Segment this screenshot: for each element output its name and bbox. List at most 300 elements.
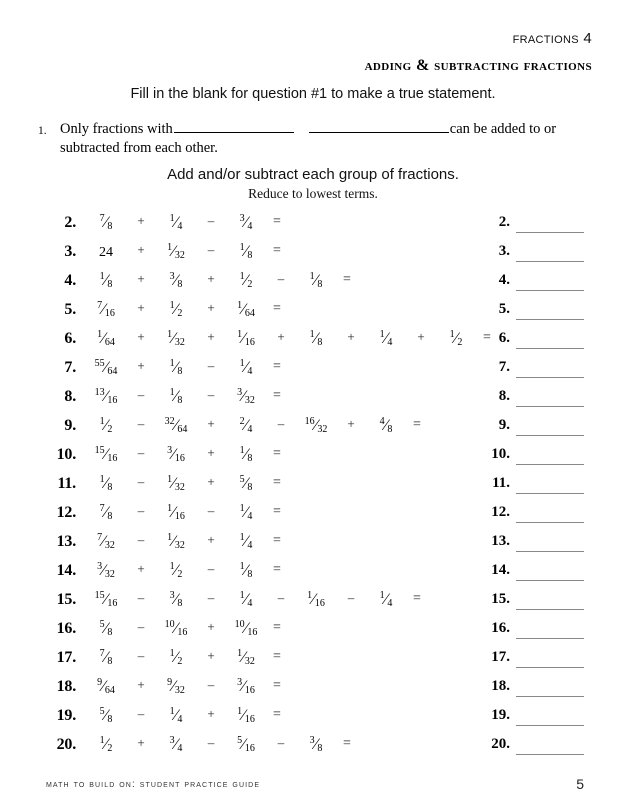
- fraction-term: [86, 387, 126, 406]
- fraction-denominator: 64: [104, 337, 115, 348]
- plus-operator: +: [207, 474, 215, 489]
- answer-row: [476, 530, 616, 559]
- fraction: [100, 706, 113, 725]
- add-subtract-instruction: Add and/or subtract each group of fractions.: [167, 166, 459, 183]
- fraction-denominator: 4: [247, 540, 253, 551]
- fraction-term: [156, 706, 196, 725]
- question-1-blank-1[interactable]: [174, 120, 294, 133]
- fraction-solidus: ⁄: [244, 417, 248, 434]
- problem-number: 11.: [57, 475, 76, 492]
- fraction-denominator: 2: [457, 337, 463, 348]
- fraction-numerator: 1: [167, 503, 173, 514]
- fraction-term: [296, 416, 336, 435]
- fraction-solidus: ⁄: [102, 678, 105, 695]
- fraction: [167, 445, 185, 464]
- minus-operator: –: [137, 619, 145, 634]
- equals-operator: =: [483, 330, 491, 345]
- fraction-denominator: 4: [387, 337, 393, 348]
- fraction-denominator: 16: [314, 598, 325, 609]
- fraction-solidus: ⁄: [174, 649, 178, 666]
- minus-operator: –: [207, 213, 215, 228]
- answer-blank[interactable]: [516, 725, 584, 726]
- fraction-denominator: 8: [107, 627, 113, 638]
- fraction-solidus: ⁄: [242, 678, 245, 695]
- problem-expression: [86, 242, 288, 261]
- fraction-term: [156, 358, 196, 377]
- fraction-term: [436, 329, 476, 348]
- fraction-numerator: 1: [379, 329, 385, 340]
- equals-operator: =: [273, 388, 281, 403]
- fraction-term: [226, 619, 266, 638]
- fraction: [235, 619, 258, 638]
- answer-blank[interactable]: [516, 348, 584, 349]
- problem-number: 3.: [64, 243, 76, 260]
- fraction-denominator: 2: [107, 424, 113, 435]
- problem-row: [0, 675, 470, 704]
- problem-number: 2.: [64, 214, 76, 231]
- fraction: [240, 213, 253, 232]
- fraction-solidus: ⁄: [172, 330, 175, 347]
- fraction-denominator: 8: [317, 337, 323, 348]
- fraction-denominator: 4: [247, 511, 253, 522]
- fraction-denominator: 8: [317, 743, 323, 754]
- minus-operator: –: [137, 387, 145, 402]
- fraction-numerator: 1: [239, 242, 245, 253]
- plus-operator: +: [137, 735, 145, 750]
- fraction-numerator: 3: [239, 213, 245, 224]
- fraction-denominator: 8: [177, 395, 183, 406]
- answer-number: 17.: [491, 649, 510, 665]
- answer-blank[interactable]: [516, 464, 584, 465]
- plus-operator: +: [137, 213, 145, 228]
- fraction-denominator: 16: [244, 743, 255, 754]
- fraction-solidus: ⁄: [104, 620, 108, 637]
- plus-operator: +: [137, 300, 145, 315]
- plus-operator: +: [417, 329, 425, 344]
- fraction-solidus: ⁄: [174, 272, 178, 289]
- fraction-solidus: ⁄: [242, 707, 245, 724]
- fraction-solidus: ⁄: [104, 214, 108, 231]
- equals-operator: =: [273, 649, 281, 664]
- answer-row: [476, 617, 616, 646]
- answer-blank[interactable]: [516, 551, 584, 552]
- minus-operator: –: [207, 358, 215, 373]
- answer-blank[interactable]: [516, 667, 584, 668]
- problem-number: 19.: [56, 707, 76, 724]
- fraction-numerator: 16: [304, 416, 315, 427]
- problem-number: 17.: [56, 649, 76, 666]
- answer-blank-column: [476, 211, 616, 762]
- answer-row: [476, 269, 616, 298]
- fraction: [100, 735, 113, 754]
- fraction: [450, 329, 463, 348]
- fraction-solidus: ⁄: [104, 736, 108, 753]
- fraction: [240, 532, 253, 551]
- fraction: [237, 387, 255, 406]
- fraction-solidus: ⁄: [102, 533, 105, 550]
- fraction-numerator: 1: [239, 532, 245, 543]
- equals-operator: =: [343, 736, 351, 751]
- fraction-denominator: 2: [177, 656, 183, 667]
- fraction-numerator: 7: [99, 648, 105, 659]
- fraction: [95, 590, 118, 609]
- equals-operator: =: [343, 272, 351, 287]
- fraction-solidus: ⁄: [384, 591, 388, 608]
- fraction-term: [86, 300, 126, 319]
- equals-operator: =: [273, 707, 281, 722]
- problem-row: [0, 559, 470, 588]
- answer-number: 6.: [498, 330, 510, 346]
- fraction-term: [156, 445, 196, 464]
- question-1-body: [60, 120, 598, 158]
- fraction-numerator: 5: [237, 735, 243, 746]
- whole-number: 24: [99, 245, 113, 260]
- fraction-term: [226, 300, 266, 319]
- answer-blank[interactable]: [516, 638, 584, 639]
- problem-row: [0, 472, 470, 501]
- problem-expression: [86, 474, 288, 493]
- fraction: [310, 271, 323, 290]
- fraction-numerator: 3: [169, 735, 175, 746]
- equals-operator: =: [273, 214, 281, 229]
- fraction-denominator: 2: [177, 308, 183, 319]
- fraction-denominator: 32: [174, 337, 185, 348]
- fraction: [167, 503, 185, 522]
- fraction-numerator: 1: [237, 329, 243, 340]
- plus-operator: +: [207, 271, 215, 286]
- fraction: [240, 271, 253, 290]
- fraction-denominator: 32: [174, 250, 185, 261]
- fraction-term: [86, 213, 126, 232]
- answer-blank[interactable]: [516, 261, 584, 262]
- fraction-solidus: ⁄: [174, 359, 178, 376]
- problem-row: [0, 617, 470, 646]
- fraction: [240, 590, 253, 609]
- answer-row: [476, 646, 616, 675]
- fraction-numerator: 1: [237, 648, 243, 659]
- fraction-solidus: ⁄: [104, 359, 108, 376]
- fraction-term: [156, 474, 196, 493]
- fraction-denominator: 16: [247, 627, 258, 638]
- fraction-denominator: 64: [104, 685, 115, 696]
- fraction-denominator: 16: [174, 453, 185, 464]
- answer-blank[interactable]: [516, 754, 584, 755]
- fraction: [95, 387, 118, 406]
- fraction-denominator: 8: [177, 279, 183, 290]
- fraction-numerator: 9: [97, 677, 103, 688]
- fraction: [170, 387, 183, 406]
- minus-operator: –: [277, 735, 285, 750]
- fraction: [170, 300, 183, 319]
- problem-row: [0, 240, 470, 269]
- fraction-numerator: 1: [379, 590, 385, 601]
- fraction: [100, 474, 113, 493]
- fraction-denominator: 32: [317, 424, 328, 435]
- answer-blank[interactable]: [516, 232, 584, 233]
- answer-row: [476, 385, 616, 414]
- fraction: [240, 416, 253, 435]
- fraction-term: [86, 445, 126, 464]
- fraction-numerator: 1: [169, 358, 175, 369]
- fraction-solidus: ⁄: [244, 214, 248, 231]
- fraction-denominator: 8: [247, 569, 253, 580]
- fraction-solidus: ⁄: [242, 301, 245, 318]
- fraction-numerator: 10: [234, 619, 245, 630]
- answer-row: [476, 733, 616, 762]
- answer-row: [476, 588, 616, 617]
- problem-row: [0, 530, 470, 559]
- fraction-denominator: 8: [107, 511, 113, 522]
- problem-row: [0, 588, 470, 617]
- problem-expression: [86, 532, 288, 551]
- fraction-numerator: 3: [167, 445, 173, 456]
- fraction-denominator: 8: [107, 279, 113, 290]
- fraction-term: [156, 242, 196, 261]
- section-label: fractions 4: [512, 30, 592, 47]
- problem-row: [0, 414, 470, 443]
- fraction-numerator: 15: [94, 445, 105, 456]
- fraction-solidus: ⁄: [174, 562, 178, 579]
- problem-number: 7.: [64, 359, 76, 376]
- fraction-denominator: 16: [104, 308, 115, 319]
- answer-row: [476, 240, 616, 269]
- fraction-numerator: 1: [167, 474, 173, 485]
- fraction: [165, 416, 188, 435]
- equals-operator: =: [273, 562, 281, 577]
- fraction-denominator: 64: [177, 424, 188, 435]
- fraction-term: [86, 590, 126, 609]
- fraction-term: [156, 735, 196, 754]
- fraction-denominator: 4: [247, 221, 253, 232]
- answer-row: [476, 211, 616, 240]
- fraction-numerator: 3: [169, 271, 175, 282]
- plus-operator: +: [207, 648, 215, 663]
- fraction-denominator: 4: [387, 598, 393, 609]
- answer-number: 5.: [498, 301, 510, 317]
- minus-operator: –: [137, 532, 145, 547]
- minus-operator: –: [207, 561, 215, 576]
- problem-number: 16.: [56, 620, 76, 637]
- fraction-numerator: 1: [169, 213, 175, 224]
- problem-number: 18.: [56, 678, 76, 695]
- fraction-solidus: ⁄: [384, 417, 388, 434]
- fraction-denominator: 4: [247, 424, 253, 435]
- reduce-instruction: Reduce to lowest terms.: [248, 186, 378, 201]
- fraction-denominator: 8: [247, 250, 253, 261]
- fraction-denominator: 4: [177, 221, 183, 232]
- fraction-numerator: 5: [239, 474, 245, 485]
- fraction-denominator: 16: [244, 337, 255, 348]
- equals-operator: =: [273, 620, 281, 635]
- fraction-solidus: ⁄: [172, 446, 175, 463]
- plus-operator: +: [347, 416, 355, 431]
- fraction-denominator: 8: [107, 656, 113, 667]
- answer-row: [476, 501, 616, 530]
- fraction-denominator: 4: [247, 366, 253, 377]
- fraction-numerator: 1: [309, 271, 315, 282]
- answer-blank[interactable]: [516, 290, 584, 291]
- minus-operator: –: [137, 590, 145, 605]
- answer-blank[interactable]: [516, 319, 584, 320]
- problem-number: 20.: [56, 736, 76, 753]
- plus-operator: +: [207, 300, 215, 315]
- fraction-numerator: 55: [94, 358, 105, 369]
- fraction-denominator: 32: [104, 569, 115, 580]
- fraction-numerator: 7: [97, 532, 103, 543]
- fraction-denominator: 64: [107, 366, 118, 377]
- fraction-solidus: ⁄: [174, 417, 178, 434]
- fraction-term: [226, 561, 266, 580]
- plus-operator: +: [277, 329, 285, 344]
- fraction-numerator: 7: [99, 213, 105, 224]
- answer-blank[interactable]: [516, 493, 584, 494]
- fraction: [100, 213, 113, 232]
- answer-row: [476, 559, 616, 588]
- problem-row: [0, 298, 470, 327]
- answer-blank[interactable]: [516, 696, 584, 697]
- fraction-solidus: ⁄: [104, 707, 108, 724]
- fraction-term: [156, 416, 196, 435]
- fraction-solidus: ⁄: [172, 504, 175, 521]
- fraction-denominator: 4: [177, 714, 183, 725]
- fraction: [240, 358, 253, 377]
- fraction-numerator: 4: [379, 416, 385, 427]
- fraction: [240, 474, 253, 493]
- fraction-numerator: 1: [167, 329, 173, 340]
- fraction-numerator: 3: [97, 561, 103, 572]
- problem-row: [0, 501, 470, 530]
- equals-operator: =: [273, 359, 281, 374]
- fraction-solidus: ⁄: [314, 330, 318, 347]
- problem-expression: [86, 358, 288, 377]
- problem-expression: [86, 677, 288, 696]
- answer-number: 3.: [498, 243, 510, 259]
- fraction-term: [86, 706, 126, 725]
- fraction: [97, 561, 115, 580]
- problem-number: 4.: [64, 272, 76, 289]
- fraction-denominator: 32: [174, 540, 185, 551]
- fraction-denominator: 8: [107, 482, 113, 493]
- fraction-solidus: ⁄: [172, 678, 175, 695]
- plus-operator: +: [207, 445, 215, 460]
- plus-operator: +: [137, 677, 145, 692]
- problem-expression: [86, 213, 288, 232]
- fraction-numerator: 3: [309, 735, 315, 746]
- problem-expression: [86, 706, 288, 725]
- fraction-solidus: ⁄: [104, 417, 108, 434]
- fraction-term: [86, 416, 126, 435]
- answer-row: [476, 443, 616, 472]
- fraction-denominator: 8: [387, 424, 393, 435]
- problem-row: [0, 269, 470, 298]
- fraction-denominator: 16: [244, 714, 255, 725]
- answer-row: [476, 704, 616, 733]
- answer-blank[interactable]: [516, 522, 584, 523]
- answer-blank[interactable]: [516, 406, 584, 407]
- fraction-numerator: 9: [167, 677, 173, 688]
- fraction: [380, 416, 393, 435]
- fraction: [100, 503, 113, 522]
- question-1-text-before: Only fractions with: [60, 121, 173, 137]
- answer-blank[interactable]: [516, 580, 584, 581]
- page-title: adding & subtracting fractions: [364, 57, 592, 74]
- fraction-numerator: 3: [169, 590, 175, 601]
- fraction-solidus: ⁄: [174, 591, 178, 608]
- fraction-numerator: 1: [169, 561, 175, 572]
- fraction-term: [296, 590, 336, 609]
- fraction-solidus: ⁄: [102, 301, 105, 318]
- fraction-numerator: 5: [99, 619, 105, 630]
- answer-number: 19.: [491, 707, 510, 723]
- fraction-solidus: ⁄: [174, 620, 178, 637]
- fraction-term: [156, 677, 196, 696]
- fraction-term: [226, 677, 266, 696]
- answer-number: 4.: [498, 272, 510, 288]
- answer-row: [476, 356, 616, 385]
- plus-operator: +: [137, 329, 145, 344]
- fraction: [170, 561, 183, 580]
- fraction: [237, 300, 255, 319]
- fraction-solidus: ⁄: [104, 504, 108, 521]
- equals-operator: =: [273, 301, 281, 316]
- fraction: [170, 735, 183, 754]
- answer-row: [476, 327, 616, 356]
- answer-blank[interactable]: [516, 377, 584, 378]
- fraction-solidus: ⁄: [104, 591, 108, 608]
- fraction-term: [226, 474, 266, 493]
- answer-blank[interactable]: [516, 435, 584, 436]
- question-1-blank-2[interactable]: [309, 120, 449, 133]
- fraction-term: [226, 271, 266, 290]
- fraction-denominator: 32: [244, 395, 255, 406]
- fraction-denominator: 8: [177, 366, 183, 377]
- fraction: [100, 416, 113, 435]
- fraction: [167, 329, 185, 348]
- minus-operator: –: [137, 445, 145, 460]
- fraction-numerator: 32: [164, 416, 175, 427]
- fraction-term: [226, 445, 266, 464]
- answer-number: 20.: [491, 736, 510, 752]
- fraction-denominator: 16: [107, 453, 118, 464]
- fraction-term: [156, 271, 196, 290]
- fraction-numerator: 1: [99, 271, 105, 282]
- fraction: [380, 329, 393, 348]
- fraction: [305, 416, 328, 435]
- problem-expression: [86, 503, 288, 522]
- answer-number: 8.: [498, 388, 510, 404]
- fraction-numerator: 1: [169, 300, 175, 311]
- fraction: [170, 213, 183, 232]
- fraction-denominator: 16: [174, 511, 185, 522]
- question-1-text-line-2: subtracted from each other.: [60, 140, 218, 156]
- fraction: [97, 532, 115, 551]
- fraction-solidus: ⁄: [174, 301, 178, 318]
- fraction-term: [156, 503, 196, 522]
- fraction-solidus: ⁄: [244, 562, 248, 579]
- fraction-numerator: 5: [99, 706, 105, 717]
- fraction-solidus: ⁄: [454, 330, 458, 347]
- minus-operator: –: [137, 503, 145, 518]
- fraction: [170, 358, 183, 377]
- answer-number: 10.: [491, 446, 510, 462]
- fraction-solidus: ⁄: [244, 475, 248, 492]
- equals-operator: =: [413, 417, 421, 432]
- problem-number: 15.: [56, 591, 76, 608]
- fraction-denominator: 8: [107, 221, 113, 232]
- answer-blank[interactable]: [516, 609, 584, 610]
- fraction: [240, 561, 253, 580]
- minus-operator: –: [277, 416, 285, 431]
